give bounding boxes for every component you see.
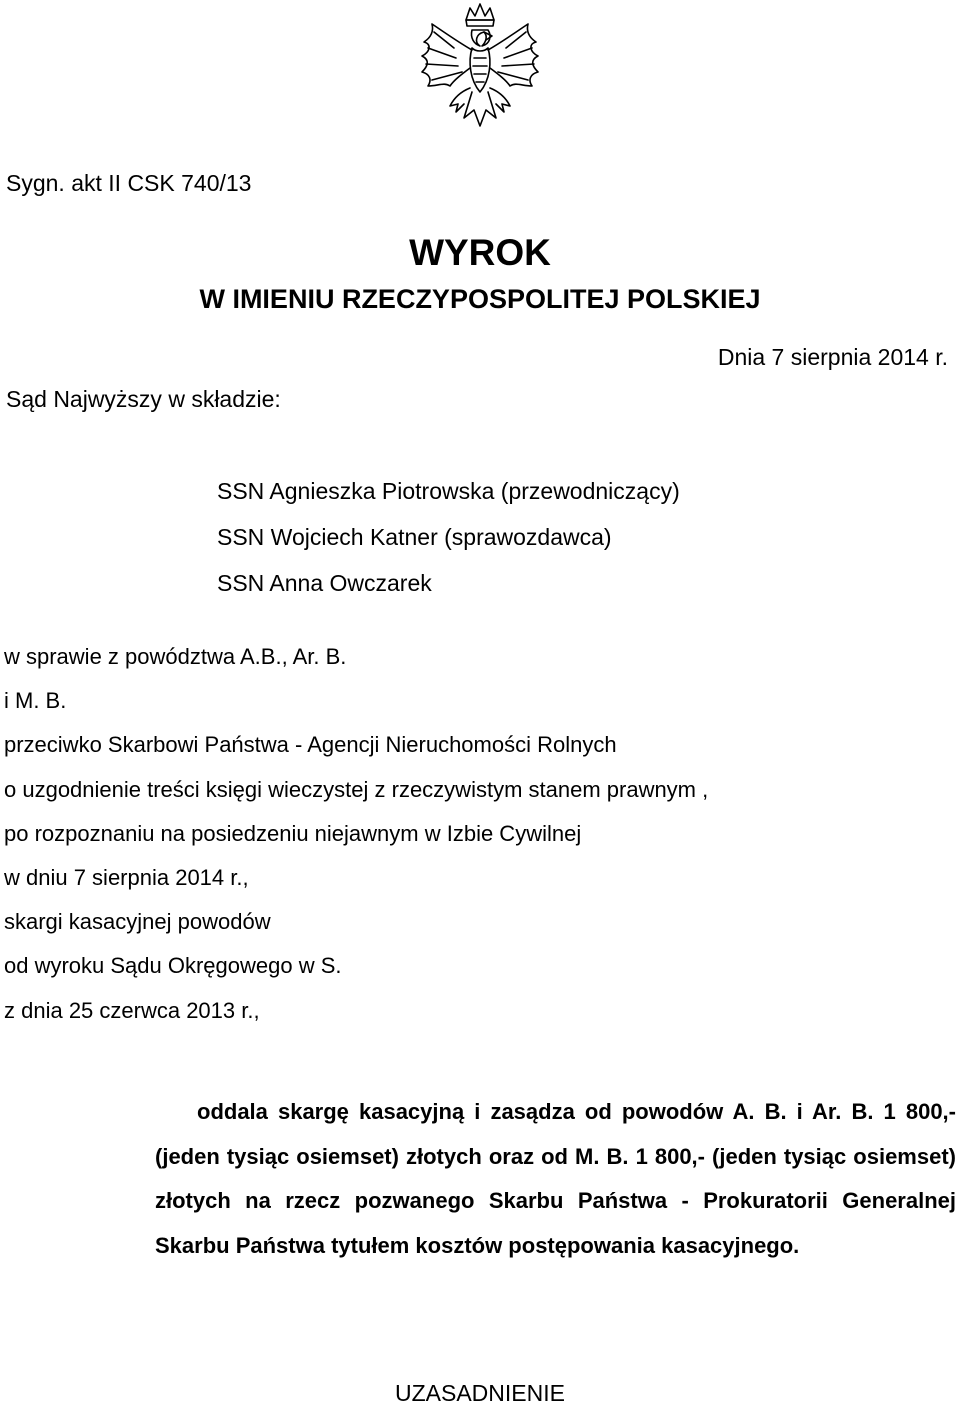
polish-eagle-emblem-icon: [414, 2, 546, 142]
case-line: przeciwko Skarbowi Państwa - Agencji Nieruchomości Rolnych: [4, 732, 617, 758]
case-line: od wyroku Sądu Okręgowego w S.: [4, 953, 342, 979]
judgment-date: Dnia 7 sierpnia 2014 r.: [717, 344, 948, 370]
ruling-paragraph: oddala skargę kasacyjną i zasądza od powodów A. B. i Ar. B. 1 800,- (jeden tysiąc osiemset) złotych oraz od M. B. 1 800,- (jeden tysiąc osiemset) złotych na rzecz pozwanego Skarbu Państwa - Prokuratorii Generalnej Skarbu Państwa tytułem kosztów postępowania kasacyjnego.: [155, 1099, 956, 1258]
judge-line: SSN Anna Owczarek: [217, 570, 432, 596]
case-line: i M. B.: [4, 688, 67, 714]
case-signature: Sygn. akt II CSK 740/13: [6, 170, 252, 196]
case-line: w sprawie z powództwa A.B., Ar. B.: [4, 644, 347, 669]
court-composition-label: Sąd Najwyższy w składzie:: [6, 386, 281, 412]
document-subtitle: W IMIENIU RZECZYPOSPOLITEJ POLSKIEJ: [199, 284, 761, 314]
judges-list: [217, 478, 680, 616]
judge-line: SSN Wojciech Katner (sprawozdawca): [217, 524, 612, 550]
case-line: o uzgodnienie treści księgi wieczystej z rzeczywistym stanem prawnym ,: [4, 776, 709, 802]
case-line: skargi kasacyjnej powodów: [4, 909, 271, 935]
case-line: w dniu 7 sierpnia 2014 r.,: [4, 864, 249, 890]
justification-heading: UZASADNIENIE: [395, 1380, 565, 1406]
case-line: z dnia 25 czerwca 2013 r.,: [4, 997, 260, 1023]
judge-line: SSN Agnieszka Piotrowska (przewodniczący): [217, 478, 680, 504]
case-description: [4, 644, 708, 1042]
case-line: po rozpoznaniu na posiedzeniu niejawnym w Izbie Cywilnej: [4, 820, 582, 846]
document-title: WYROK: [409, 232, 551, 273]
